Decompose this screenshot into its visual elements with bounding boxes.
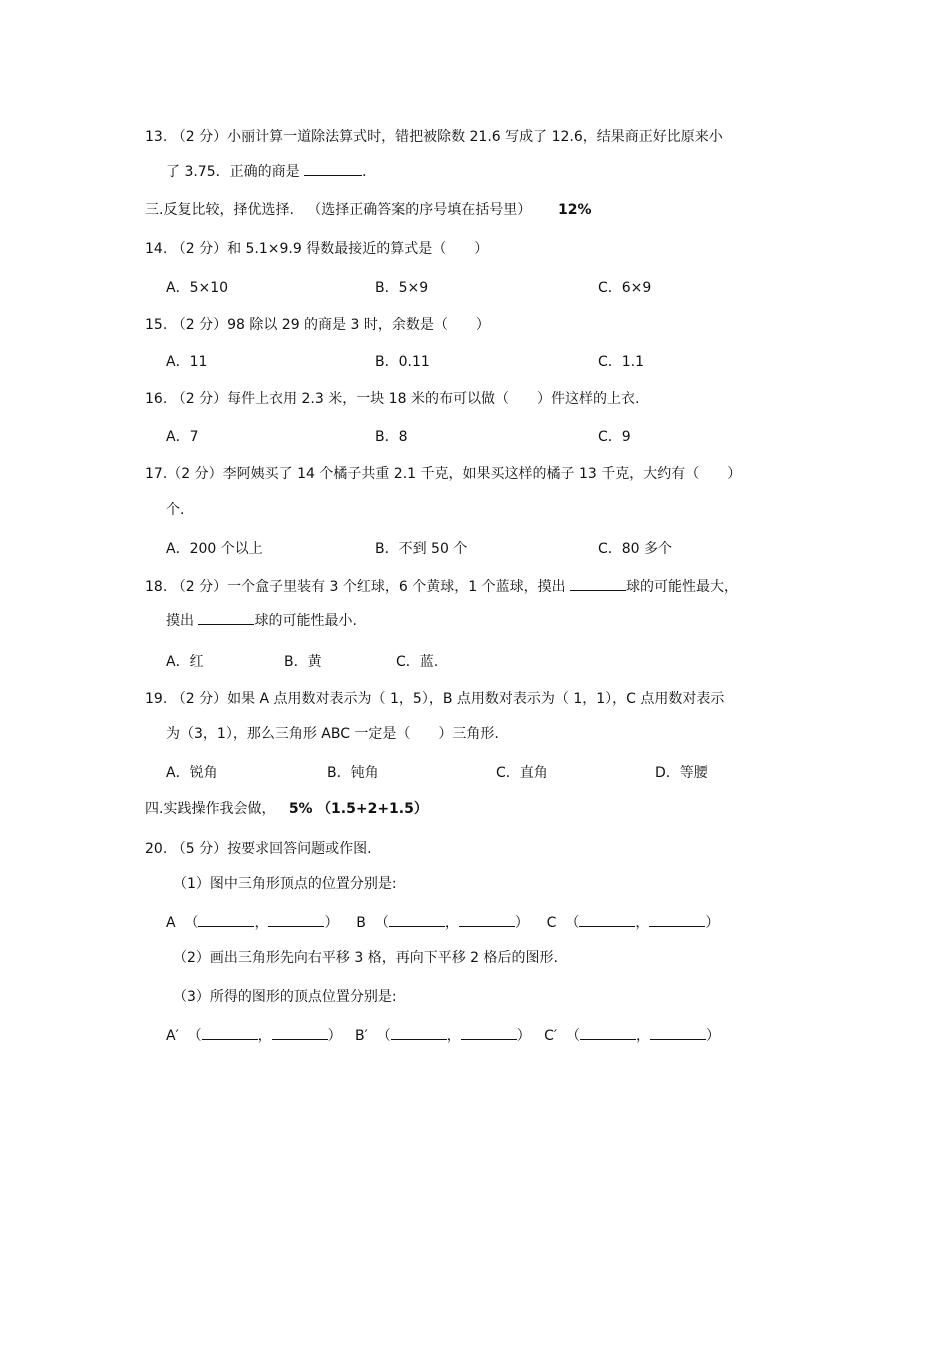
q19-option-a[interactable]: A．锐角 — [166, 765, 218, 781]
q16-text: 16. （2 分）每件上衣用 2.3 米，一块 18 米的布可以做（ ）件这样的上衣. — [145, 391, 640, 407]
q18-option-b[interactable]: B．黄 — [284, 654, 322, 670]
q18-blank-min[interactable] — [198, 612, 254, 625]
section3-percent: 12% — [557, 202, 592, 218]
q13-line1: 13. （2 分）小丽计算一道除法算式时，错把被除数 21.6 写成了 12.6，结果商正好比原来小 — [145, 129, 723, 145]
q13-line2-end: ． — [362, 164, 377, 180]
vertex-b-prime-label: B′ — [355, 1028, 368, 1044]
vertex-a-label: A — [166, 915, 176, 931]
vertex-c-prime-y-blank[interactable] — [650, 1027, 706, 1040]
q13-answer-blank[interactable] — [304, 163, 362, 176]
vertex-a-prime-label: A′ — [166, 1028, 179, 1044]
paren-close: ） — [324, 915, 339, 931]
paren-open: （ — [187, 1028, 202, 1044]
vertex-b-x-blank[interactable] — [389, 914, 445, 927]
paren-close: ） — [514, 915, 529, 931]
paren-close: ） — [516, 1028, 531, 1044]
paren-close: ） — [327, 1028, 342, 1044]
q18-line1-end: 球的可能性最大， — [626, 579, 739, 595]
q15-option-b[interactable]: B．0.11 — [375, 354, 430, 370]
vertex-c-prime-label: C′ — [544, 1028, 558, 1044]
section3-title: 三.反复比较，择优选择. — [145, 202, 294, 218]
q14-text: 14. （2 分）和 5.1×9.9 得数最接近的算式是（ ） — [145, 241, 489, 257]
section4-heading — [145, 800, 428, 818]
q18-option-a[interactable]: A．红 — [166, 654, 204, 670]
vertex-c-x-blank[interactable] — [579, 914, 635, 927]
q14-option-a[interactable]: A．5×10 — [166, 280, 229, 296]
q18-line1 — [145, 578, 738, 596]
section3-heading — [145, 201, 591, 219]
q18-line1-text: 18. （2 分）一个盒子里装有 3 个红球，6 个黄球，1 个蓝球，摸出 — [145, 579, 566, 595]
vertex-c-prime-x-blank[interactable] — [580, 1027, 636, 1040]
q17-option-b[interactable]: B．不到 50 个 — [375, 541, 468, 557]
q16-option-b[interactable]: B．8 — [375, 429, 408, 445]
q18-line2 — [166, 612, 357, 630]
q19-option-d[interactable]: D．等腰 — [655, 765, 708, 781]
paren-close: ） — [705, 915, 720, 931]
vertex-a-prime-x-blank[interactable] — [202, 1027, 258, 1040]
paren-open: （ — [374, 915, 389, 931]
q20-vertex-row-translated — [166, 1027, 720, 1045]
vertex-b-prime-y-blank[interactable] — [461, 1027, 517, 1040]
vertex-b-label: B — [356, 915, 366, 931]
vertex-c-y-blank[interactable] — [649, 914, 705, 927]
q18-option-c[interactable]: C．蓝. — [396, 654, 439, 670]
q19-option-b[interactable]: B．钝角 — [327, 765, 379, 781]
paren-open: （ — [565, 915, 580, 931]
q14-option-c[interactable]: C．6×9 — [598, 280, 652, 296]
q20-part3: （3）所得的图形的顶点位置分别是: — [173, 989, 397, 1005]
paren-open: （ — [376, 1028, 391, 1044]
q13-line2-text: 了 3.75．正确的商是 — [166, 164, 300, 180]
paren-close: ） — [705, 1028, 720, 1044]
vertex-a-x-blank[interactable] — [198, 914, 254, 927]
q16-option-c[interactable]: C．9 — [598, 429, 631, 445]
q17-option-a[interactable]: A．200 个以上 — [166, 541, 263, 557]
q18-line2-end: 球的可能性最小. — [254, 613, 357, 629]
comma: ， — [635, 1028, 650, 1044]
q18-line2-text: 摸出 — [166, 613, 194, 629]
comma: ， — [254, 915, 269, 931]
q14-option-b[interactable]: B．5×9 — [375, 280, 429, 296]
q15-option-a[interactable]: A．11 — [166, 354, 208, 370]
q20-part2: （2）画出三角形先向右平移 3 格，再向下平移 2 格后的图形. — [173, 950, 558, 966]
q20-text: 20. （5 分）按要求回答问题或作图. — [145, 841, 372, 857]
vertex-b-y-blank[interactable] — [459, 914, 515, 927]
paren-open: （ — [184, 915, 199, 931]
q19-option-c[interactable]: C．直角 — [496, 765, 548, 781]
q15-option-c[interactable]: C．1.1 — [598, 354, 645, 370]
q13-line2 — [166, 163, 376, 181]
vertex-c-label: C — [546, 915, 557, 931]
section4-percent: 5% — [288, 801, 313, 817]
q19-line2: 为（3，1），那么三角形 ABC 一定是（ ）三角形. — [166, 726, 499, 742]
comma: ， — [444, 915, 459, 931]
section4-breakdown: （1.5+2+1.5） — [317, 801, 428, 817]
q16-option-a[interactable]: A．7 — [166, 429, 199, 445]
comma: ， — [257, 1028, 272, 1044]
paren-open: （ — [565, 1028, 580, 1044]
q17-line2: 个. — [166, 502, 185, 518]
q20-part1: （1）图中三角形顶点的位置分别是: — [173, 876, 397, 892]
vertex-a-y-blank[interactable] — [268, 914, 324, 927]
q17-option-c[interactable]: C．80 多个 — [598, 541, 673, 557]
q15-text: 15. （2 分）98 除以 29 的商是 3 时，余数是（ ） — [145, 317, 490, 333]
comma: ， — [446, 1028, 461, 1044]
q20-vertex-row-original — [166, 914, 719, 932]
q17-line1: 17.（2 分）李阿姨买了 14 个橘子共重 2.1 千克，如果买这样的橘子 13 千克，大约有（ ） — [145, 466, 742, 482]
vertex-a-prime-y-blank[interactable] — [272, 1027, 328, 1040]
q19-line1: 19. （2 分）如果 A 点用数对表示为（ 1，5），B 点用数对表示为（ 1，1），C 点用数对表示 — [145, 691, 725, 707]
section3-note: （选择正确答案的序号填在括号里） — [307, 202, 532, 218]
vertex-b-prime-x-blank[interactable] — [391, 1027, 447, 1040]
q18-blank-max[interactable] — [570, 578, 626, 591]
section4-title: 四.实践操作我会做， — [145, 801, 276, 817]
comma: ， — [635, 915, 650, 931]
